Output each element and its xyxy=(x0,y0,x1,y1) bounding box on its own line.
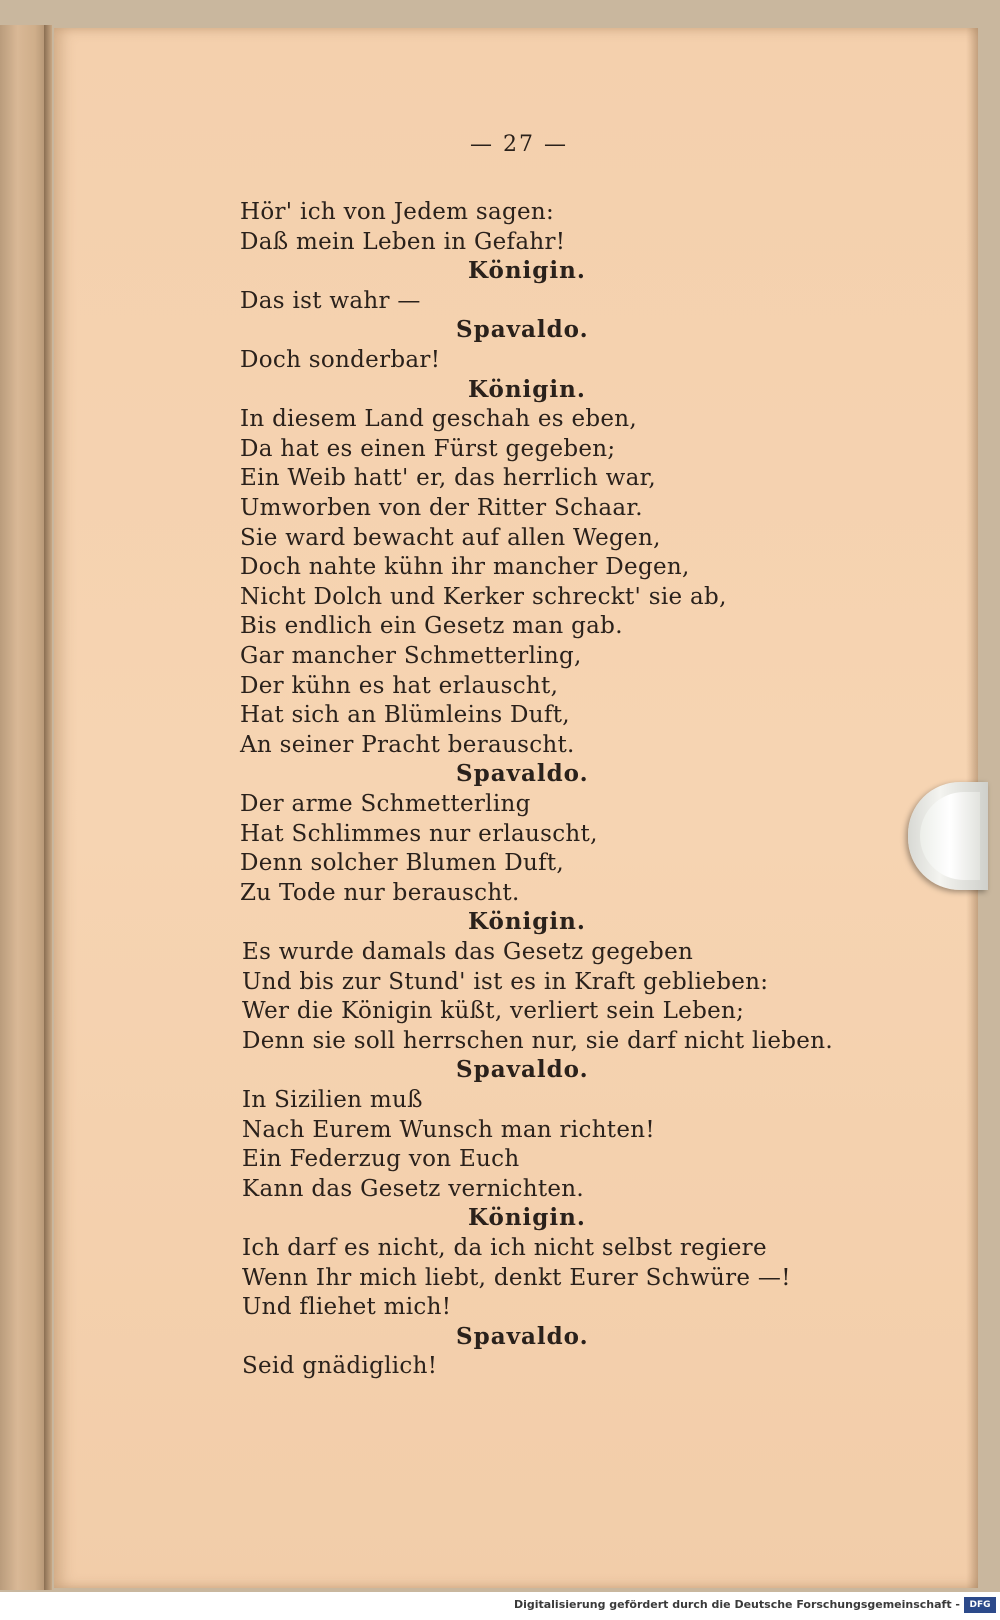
verse-line: Ein Weib hatt' er, das herrlich war, xyxy=(240,465,657,492)
speaker-heading: Spavaldo. xyxy=(456,316,589,344)
book-spine xyxy=(0,25,50,1590)
page-clip-highlight xyxy=(920,792,980,880)
verse-line: Gar mancher Schmetterling, xyxy=(240,643,582,669)
verse-line: Umworben von der Ritter Schaar. xyxy=(240,495,643,521)
verse-line: Und fliehet mich! xyxy=(242,1294,452,1321)
page-number: — 27 — xyxy=(470,132,568,157)
footer-bar xyxy=(0,1592,1000,1620)
speaker-heading: Königin. xyxy=(468,1204,586,1232)
verse-line: Das ist wahr — xyxy=(240,287,421,314)
verse-line: Sie ward bewacht auf allen Wegen, xyxy=(240,524,661,551)
verse-line: Ich darf es nicht, da ich nicht selbst regiere xyxy=(242,1235,767,1261)
speaker-heading: Spavaldo. xyxy=(456,1056,589,1084)
speaker-heading: Königin. xyxy=(468,908,586,936)
verse-line: In Sizilien muß xyxy=(242,1087,423,1113)
verse-line: Der kühn es hat erlauscht, xyxy=(240,672,559,699)
verse-line: Der arme Schmetterling xyxy=(240,791,531,817)
verse-line: Hör' ich von Jedem sagen: xyxy=(240,199,555,225)
verse-line: Bis endlich ein Gesetz man gab. xyxy=(240,613,623,640)
verse-line: Es wurde damals das Gesetz gegeben xyxy=(242,939,694,965)
verse-line: Hat Schlimmes nur erlauscht, xyxy=(240,820,598,847)
verse-line: Daß mein Leben in Gefahr! xyxy=(240,228,566,255)
speaker-heading: Königin. xyxy=(468,257,586,285)
dfg-logo: DFG xyxy=(964,1597,996,1613)
verse-line: Und bis zur Stund' ist es in Kraft geblieben: xyxy=(242,968,769,995)
verse-line: Hat sich an Blümleins Duft, xyxy=(240,702,570,729)
verse-line: Seid gnädiglich! xyxy=(242,1353,438,1380)
verse-line: Wer die Königin küßt, verliert sein Leben; xyxy=(242,998,745,1025)
verse-line: Da hat es einen Fürst gegeben; xyxy=(240,435,616,462)
verse-line: Ein Federzug von Euch xyxy=(242,1146,520,1173)
verse-line: Denn sie soll herrschen nur, sie darf nicht lieben. xyxy=(242,1027,833,1054)
verse-line: Nach Eurem Wunsch man richten! xyxy=(242,1116,655,1143)
verse-line: An seiner Pracht berauscht. xyxy=(240,731,575,758)
verse-line: Wenn Ihr mich liebt, denkt Eurer Schwüre —! xyxy=(242,1264,791,1291)
verse-line: Zu Tode nur berauscht. xyxy=(240,879,520,906)
spine-edge xyxy=(44,25,52,1590)
verse-line: Kann das Gesetz vernichten. xyxy=(242,1175,584,1202)
verse-line: Denn solcher Blumen Duft, xyxy=(240,850,565,877)
speaker-heading: Spavaldo. xyxy=(456,760,589,788)
verse-line: Doch nahte kühn ihr mancher Degen, xyxy=(240,554,690,581)
speaker-heading: Königin. xyxy=(468,375,586,403)
verse-line: Doch sonderbar! xyxy=(240,347,441,373)
verse-line: Nicht Dolch und Kerker schreckt' sie ab, xyxy=(240,583,727,610)
speaker-heading: Spavaldo. xyxy=(456,1322,589,1350)
verse-line: In diesem Land geschah es eben, xyxy=(240,406,638,433)
funding-credit: Digitalisierung gefördert durch die Deutsche Forschungsgemeinschaft - xyxy=(513,1598,960,1611)
